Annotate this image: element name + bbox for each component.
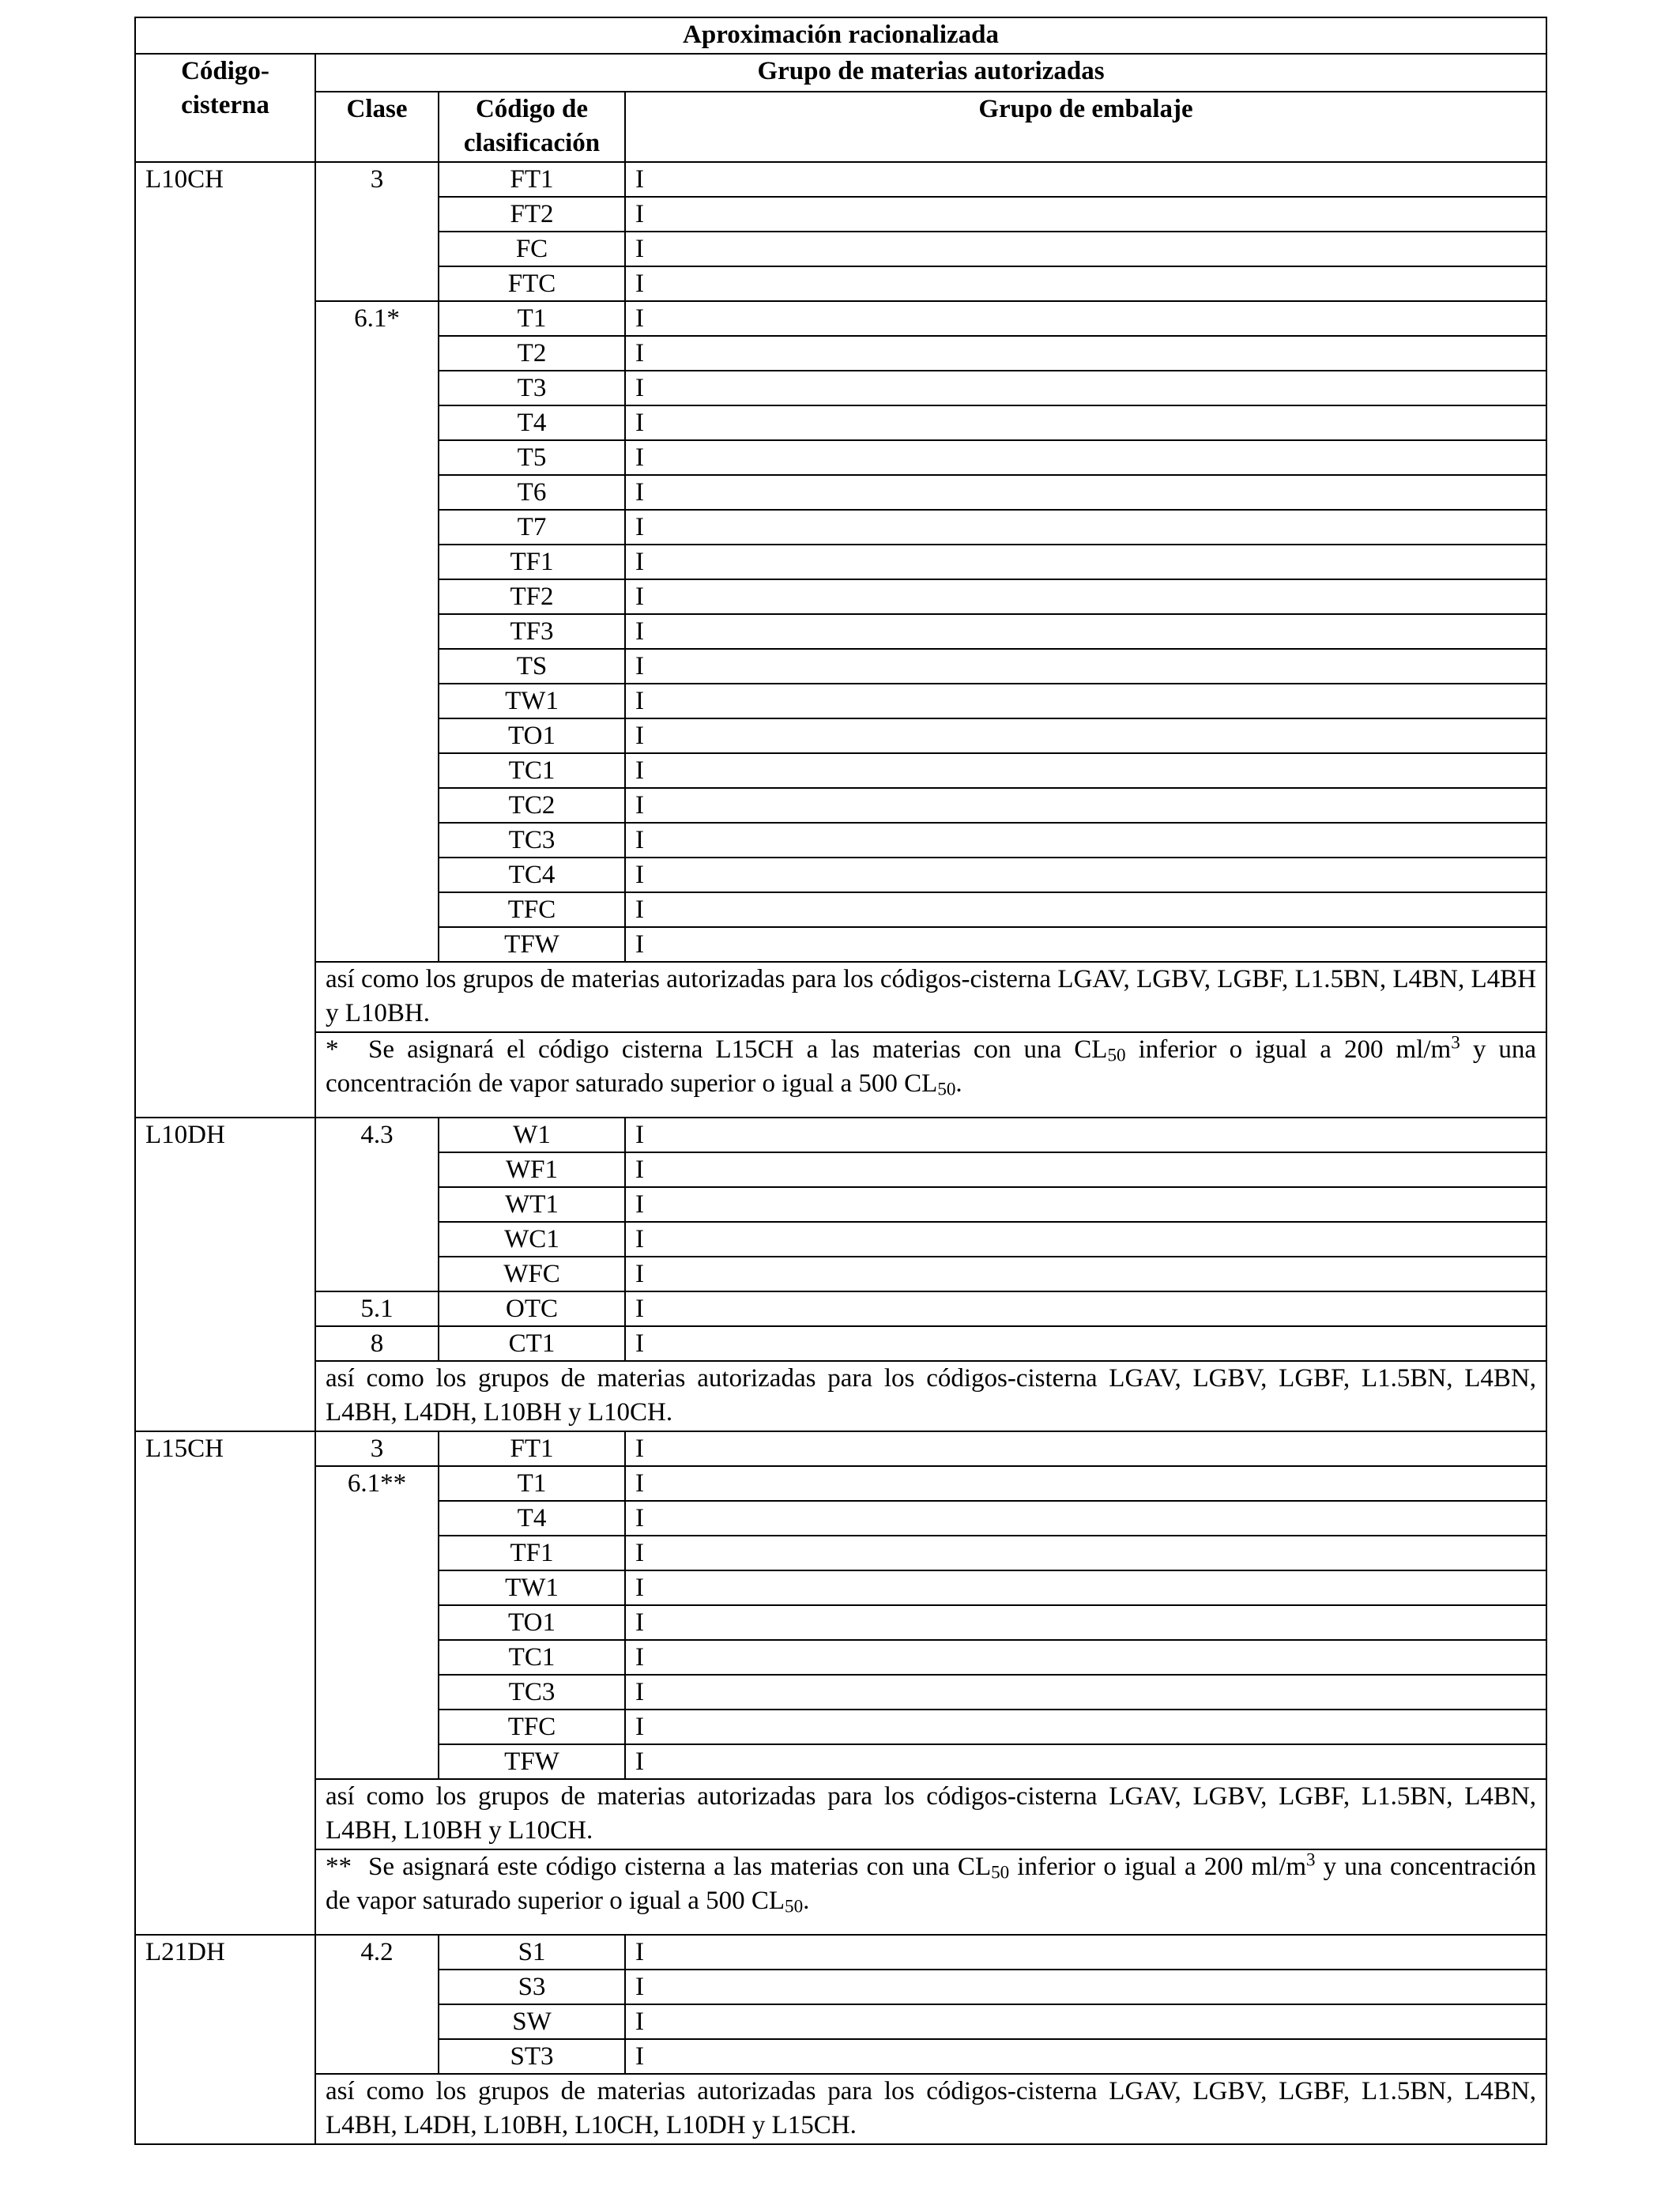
note-row [135,1779,1546,1849]
header-classification-code: Código de clasificación [439,92,625,162]
packing-group-cell: I [625,858,1546,892]
classification-code-cell: S3 [439,1970,625,2004]
packing-group-cell: I [625,579,1546,614]
classification-code-cell: FT1 [439,162,625,197]
classification-code-cell: WC1 [439,1222,625,1257]
footnote-row [135,1032,1546,1118]
tank-code-cell: L10DH [135,1118,315,1431]
class-cell: 3 [315,162,439,301]
classification-code-cell: WFC [439,1257,625,1291]
table-row [135,1431,1546,1466]
table-row [135,1291,1546,1326]
classification-code-cell: TS [439,649,625,684]
packing-group-cell: I [625,1970,1546,2004]
classification-code-cell: TC3 [439,1675,625,1710]
note-text: así como los grupos de materias autorizadas para los códigos-cisterna LGAV, LGBV, LGBF, L1.5BN, L4BN, L4BH, L4DH, L10BH, L10CH, L10DH y L15CH. [315,2074,1546,2144]
note-text: así como los grupos de materias autorizadas para los códigos-cisterna LGAV, LGBV, LGBF, L1.5BN, L4BN, L4BH y L10BH. [315,962,1546,1032]
classification-code-cell: W1 [439,1118,625,1152]
classification-code-cell: T3 [439,371,625,405]
packing-group-cell: I [625,1501,1546,1536]
class-cell: 5.1 [315,1291,439,1326]
packing-group-cell: I [625,336,1546,371]
packing-group-cell: I [625,510,1546,545]
packing-group-cell: I [625,405,1546,440]
packing-group-cell: I [625,927,1546,962]
classification-code-cell: TO1 [439,1605,625,1640]
table-row [135,1935,1546,1970]
classification-code-cell: TFC [439,892,625,927]
packing-group-cell: I [625,718,1546,753]
footnote-subscript: 50 [785,1896,804,1917]
packing-group-cell: I [625,1935,1546,1970]
packing-group-cell: I [625,1291,1546,1326]
packing-group-cell: I [625,266,1546,301]
class-cell: 4.3 [315,1118,439,1291]
classification-code-cell: TF2 [439,579,625,614]
classification-code-cell: TFW [439,927,625,962]
footnote-row [135,1849,1546,1935]
packing-group-cell: I [625,162,1546,197]
classification-code-cell: FC [439,232,625,266]
packing-group-cell: I [625,197,1546,232]
classification-code-cell: TW1 [439,684,625,718]
classification-code-cell: TC1 [439,753,625,788]
table-row [135,1466,1546,1501]
classification-code-cell: T4 [439,405,625,440]
packing-group-cell: I [625,2039,1546,2074]
footnote-text: inferior o igual a 200 ml/m [1125,1035,1452,1064]
note-row [135,2074,1546,2144]
classification-code-cell: FT1 [439,1431,625,1466]
packing-group-cell: I [625,2004,1546,2039]
packing-group-cell: I [625,440,1546,475]
table-title: Aproximación racionalizada [135,17,1546,54]
packing-group-cell: I [625,301,1546,336]
footnote-text: inferior o igual a 200 ml/m [1009,1852,1306,1881]
packing-group-cell: I [625,1536,1546,1570]
packing-group-cell: I [625,1326,1546,1361]
table-row [135,162,1546,197]
footnote-text: . [955,1069,962,1099]
packing-group-cell: I [625,684,1546,718]
class-cell: 4.2 [315,1935,439,2074]
header-tank-code: Código-cisterna [135,54,315,162]
packing-group-cell: I [625,475,1546,510]
footnote-mark: * [326,1035,339,1064]
classification-code-cell: S1 [439,1935,625,1970]
classification-code-cell: TC2 [439,788,625,823]
footnote-mark: ** [326,1852,352,1881]
footnote-cell [315,1032,1546,1118]
approved-substances-table [134,17,1547,2145]
tank-code-cell: L10CH [135,162,315,1118]
classification-code-cell: CT1 [439,1326,625,1361]
packing-group-cell: I [625,788,1546,823]
footnote-text: y una concentración de vapor saturado superior o igual a 500 CL [326,1852,1537,1916]
classification-code-cell: T5 [439,440,625,475]
note-row [135,962,1546,1032]
classification-code-cell: OTC [439,1291,625,1326]
classification-code-cell: TF1 [439,545,625,579]
packing-group-cell: I [625,1570,1546,1605]
classification-code-cell: T1 [439,1466,625,1501]
packing-group-cell: I [625,1605,1546,1640]
classification-code-cell: TF1 [439,1536,625,1570]
classification-code-cell: TFW [439,1744,625,1779]
classification-code-cell: FT2 [439,197,625,232]
class-cell: 6.1* [315,301,439,962]
note-row [135,1361,1546,1431]
classification-code-cell: TO1 [439,718,625,753]
packing-group-cell: I [625,1187,1546,1222]
footnote-subscript: 50 [937,1078,956,1099]
packing-group-cell: I [625,614,1546,649]
classification-code-cell: TF3 [439,614,625,649]
classification-code-cell: TC4 [439,858,625,892]
packing-group-cell: I [625,823,1546,858]
packing-group-cell: I [625,1431,1546,1466]
classification-code-cell: FTC [439,266,625,301]
footnote-superscript: 3 [1306,1849,1316,1870]
note-text: así como los grupos de materias autorizadas para los códigos-cisterna LGAV, LGBV, LGBF, L1.5BN, L4BN, L4BH, L10BH y L10CH. [315,1779,1546,1849]
tank-code-cell: L15CH [135,1431,315,1935]
classification-code-cell: T7 [439,510,625,545]
header-packing-group: Grupo de embalaje [625,92,1546,162]
classification-code-cell: WF1 [439,1152,625,1187]
table-row [135,1326,1546,1361]
packing-group-cell: I [625,892,1546,927]
packing-group-cell: I [625,545,1546,579]
footnote-text: y una concentración de vapor saturado superior o igual a 500 CL [326,1035,1537,1099]
packing-group-cell: I [625,1118,1546,1152]
packing-group-cell: I [625,1710,1546,1744]
packing-group-cell: I [625,1744,1546,1779]
header-class: Clase [315,92,439,162]
footnote-subscript: 50 [1107,1044,1126,1065]
footnote-cell [315,1849,1546,1935]
classification-code-cell: ST3 [439,2039,625,2074]
packing-group-cell: I [625,649,1546,684]
packing-group-cell: I [625,232,1546,266]
classification-code-cell: TW1 [439,1570,625,1605]
classification-code-cell: TFC [439,1710,625,1744]
classification-code-cell: TC1 [439,1640,625,1675]
classification-code-cell: T2 [439,336,625,371]
packing-group-cell: I [625,1222,1546,1257]
table-row [135,1118,1546,1152]
footnote-text: Se asignará este código cisterna a las materias con una CL [368,1852,992,1881]
table-row [135,301,1546,336]
note-text: así como los grupos de materias autorizadas para los códigos-cisterna LGAV, LGBV, LGBF, L1.5BN, L4BN, L4BH, L4DH, L10BH y L10CH. [315,1361,1546,1431]
classification-code-cell: T4 [439,1501,625,1536]
footnote-superscript: 3 [1451,1031,1460,1053]
packing-group-cell: I [625,1152,1546,1187]
footnote-subscript: 50 [991,1861,1010,1883]
packing-group-cell: I [625,1675,1546,1710]
class-cell: 6.1** [315,1466,439,1779]
packing-group-cell: I [625,1466,1546,1501]
packing-group-cell: I [625,753,1546,788]
packing-group-cell: I [625,371,1546,405]
classification-code-cell: T6 [439,475,625,510]
header-approved-group: Grupo de materias autorizadas [315,54,1546,92]
classification-code-cell: T1 [439,301,625,336]
classification-code-cell: TC3 [439,823,625,858]
packing-group-cell: I [625,1257,1546,1291]
footnote-text: . [803,1887,810,1916]
classification-code-cell: SW [439,2004,625,2039]
classification-code-cell: WT1 [439,1187,625,1222]
class-cell: 8 [315,1326,439,1361]
footnote-text: Se asignará el código cisterna L15CH a las materias con una CL [368,1035,1108,1064]
class-cell: 3 [315,1431,439,1466]
tank-code-cell: L21DH [135,1935,315,2144]
packing-group-cell: I [625,1640,1546,1675]
